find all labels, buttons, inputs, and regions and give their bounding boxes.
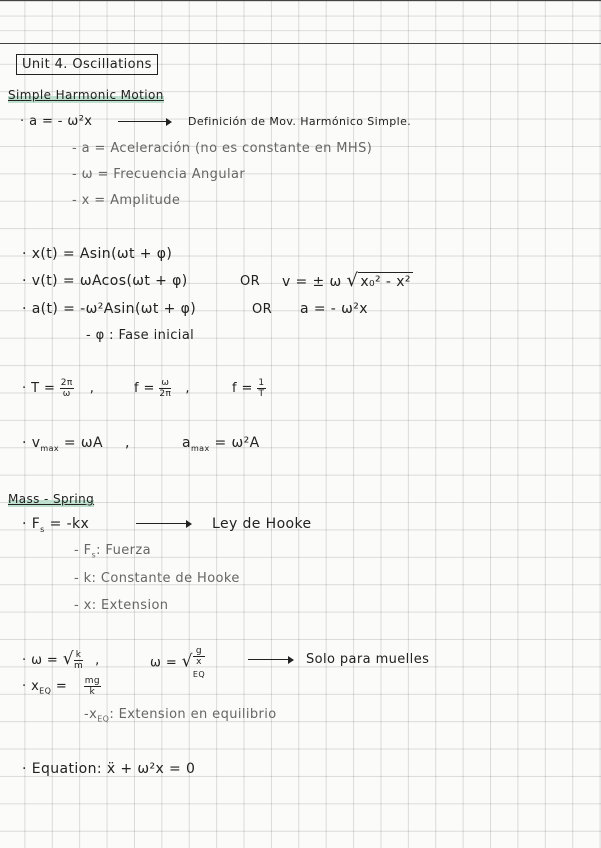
eq-acceleration-alt: a = - ω²x bbox=[300, 301, 368, 317]
mass-spring-heading: Mass - Spring bbox=[8, 492, 95, 506]
var-force: - $F_s$: Fuerza bbox=[74, 543, 151, 560]
arrow-icon bbox=[118, 121, 170, 122]
eq-amax: $a_{max} = \omega^2A$ bbox=[182, 435, 260, 453]
arrow-icon bbox=[136, 523, 190, 524]
eq-hooke: · $F_s = -kx$ bbox=[22, 516, 90, 534]
eq-position: · x(t) = Asin(ωt + φ) bbox=[22, 246, 173, 262]
hooke-label: Ley de Hooke bbox=[212, 516, 312, 532]
var-spring-constant: - k: Constante de Hooke bbox=[74, 571, 240, 586]
spring-only-label: Solo para muelles bbox=[306, 652, 430, 667]
eq-omega-spring: · ω = √ $\frac{k}{m}$ , bbox=[22, 649, 100, 671]
eq-velocity: · v(t) = ωAcos(ωt + φ) bbox=[22, 273, 188, 289]
var-x-equilibrium: $-x_{EQ}$: Extension en equilibrio bbox=[84, 707, 277, 724]
eq-frequency-2: f = $\frac{1}{T}$ bbox=[232, 378, 265, 399]
eq-x-equilibrium: · $x_{EQ}$ = $\frac{mg}{k}$ bbox=[22, 676, 100, 697]
eq-period: · T = $\frac{2\pi}{\omega}$ , bbox=[22, 378, 95, 399]
eq-omega-gravity: ω = √ g x $_{EQ}$ bbox=[150, 646, 206, 679]
var-extension: - x: Extension bbox=[74, 598, 169, 613]
eq-frequency-1: f = $\frac{\omega}{2\pi}$ , bbox=[134, 378, 190, 399]
var-acceleration: - a = Aceleración (no es constante en MHS) bbox=[72, 141, 373, 156]
var-angular-frequency: - ω = Frecuencia Angular bbox=[72, 167, 246, 182]
or-label-1: OR bbox=[240, 274, 261, 289]
unit-title: Unit 4. Oscillations bbox=[16, 54, 158, 75]
arrow-icon bbox=[248, 659, 292, 660]
equation-of-motion: · Equation: ẍ + ω²x = 0 bbox=[22, 761, 196, 777]
shm-definition-equation: · a = - ω²x bbox=[20, 114, 93, 129]
eq-acceleration: · a(t) = -ω²Asin(ωt + φ) bbox=[22, 301, 197, 317]
var-phase: - φ : Fase inicial bbox=[86, 328, 195, 343]
eq-velocity-alt: v = ± ω √ x₀² - x² bbox=[282, 270, 411, 291]
shm-heading: Simple Harmonic Motion bbox=[8, 88, 164, 102]
top-header-band bbox=[0, 0, 601, 44]
var-amplitude: - x = Amplitude bbox=[72, 193, 181, 208]
shm-definition-label: Definición de Mov. Harmónico Simple. bbox=[188, 115, 412, 128]
or-label-2: OR bbox=[252, 302, 273, 317]
eq-vmax: · $v_{max} = \omega A$ , bbox=[22, 435, 130, 453]
